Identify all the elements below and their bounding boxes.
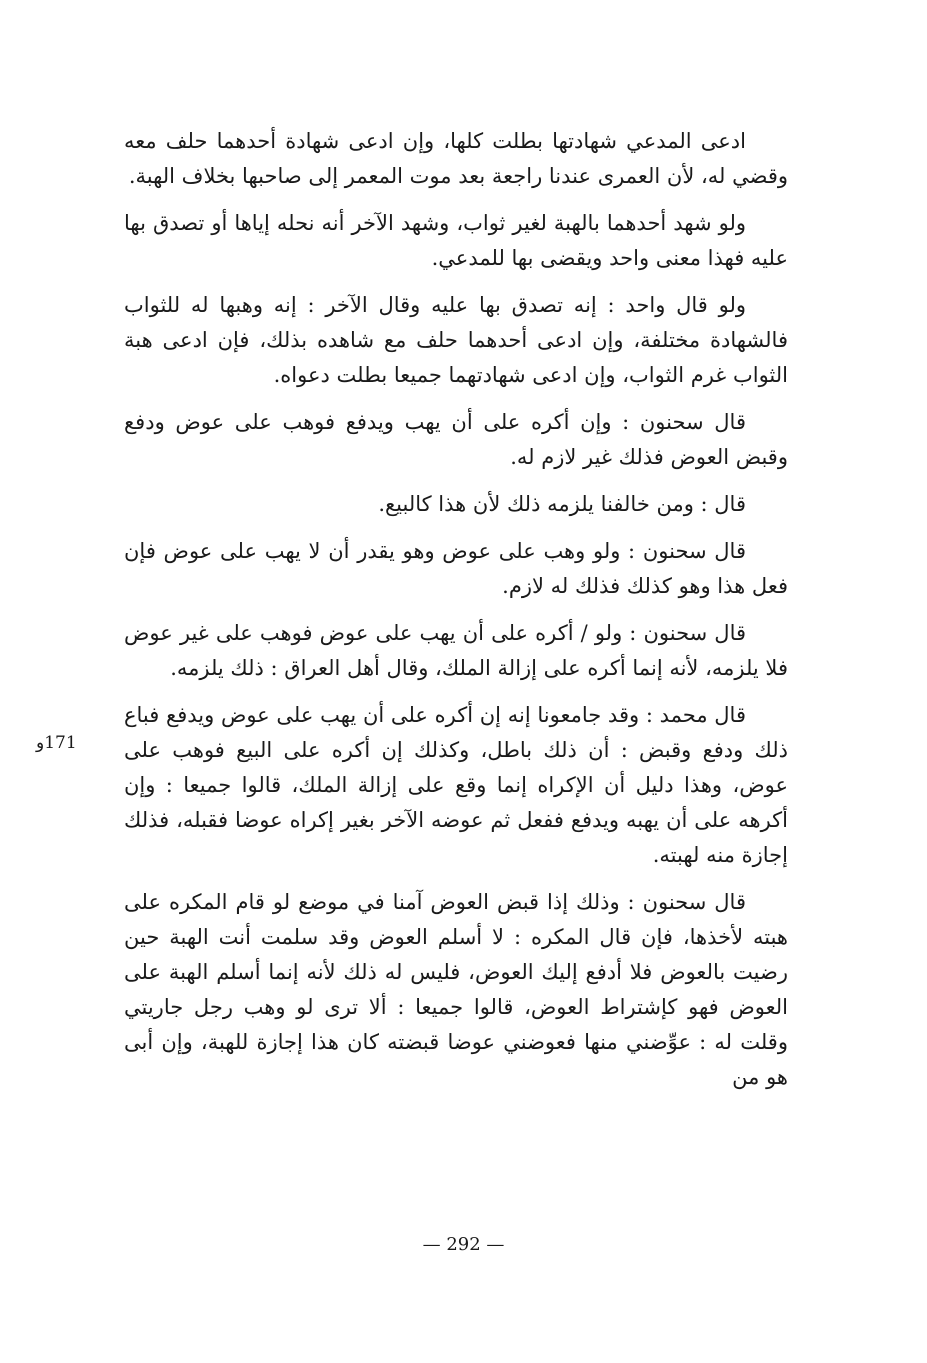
main-text: [124, 124, 788, 1107]
paragraph: قال : ومن خالفنا يلزمه ذلك لأن هذا كالبيع.: [378, 492, 746, 516]
paragraph: ولو قال واحد : إنه تصدق بها عليه وقال الآخر : إنه وهبها له للثواب فالشهادة مختلفة، وإن ادعى أحدهما حلف مع شاهده بذلك، فإن ادعى هبة الثواب غرم الثواب، وإن ادعى شهادتهما جميعا بطلت دعواه.: [124, 293, 788, 387]
page-number: — 292 —: [422, 1234, 505, 1255]
paragraph: قال سحنون : ولو / أكره على أن يهب على عوض فوهب على غير عوض فلا يلزمه، لأنه إنما أكره على إزالة الملك، وقال أهل العراق : ذلك يلزمه.: [124, 621, 788, 680]
paragraph: قال سحنون : وإن أكره على أن يهب ويدفع فوهب على عوض ودفع وقبض العوض فذلك غير لازم له.: [124, 410, 788, 469]
paragraph: ولو شهد أحدهما بالهبة لغير ثواب، وشهد الآخر أنه نحله إياها أو تصدق بها عليه فهذا معنى واحد ويقضى بها للمدعي.: [124, 211, 788, 270]
paragraph: قال سحنون : ولو وهب على عوض وهو يقدر أن لا يهب على عوض فإن فعل هذا وهو كذلك فذلك له لازم.: [124, 539, 788, 598]
paragraph: قال محمد : وقد جامعونا إنه إن أكره على أن يهب على عوض ويدفع فباع ذلك ودفع وقبض : أن ذلك باطل، وكذلك إن أكره على البيع فوهب على عوض، وهذا دليل أن الإكراه إنما وقع على إزالة الملك، قالوا جميعا : وإن أكرهه على أن يهبه ويدفع ففعل ثم عوضه الآخر بغير إكراه عوضا فقبله، فذلك إجازة منه لهبته.: [124, 703, 788, 867]
paragraph: قال سحنون : وذلك إذا قبض العوض آمنا في موضع لو قام المكره على هبته لأخذها، فإن قال المكره : لا أسلم العوض وقد سلمت أنت الهبة حين رضيت بالعوض فلا أدفع إليك العوض، فليس له ذلك لأنه إنما أسلم الهبة على العوض فهو كإشتراط العوض، قالوا جميعا : ألا ترى لو وهب رجل جاريتي وقلت له : عوِّضني منها فعوضني عوضا قبضته كان هذا إجازة للهبة، وإن أبى هو من: [124, 890, 788, 1089]
folio-marginal-note: 171و: [36, 733, 77, 753]
paragraph: ادعى المدعي شهادتها بطلت كلها، وإن ادعى شهادة أحدهما حلف معه وقضي له، لأن العمرى عندنا راجعة بعد موت المعمر إلى صاحبها بخلاف الهبة.: [124, 129, 788, 188]
